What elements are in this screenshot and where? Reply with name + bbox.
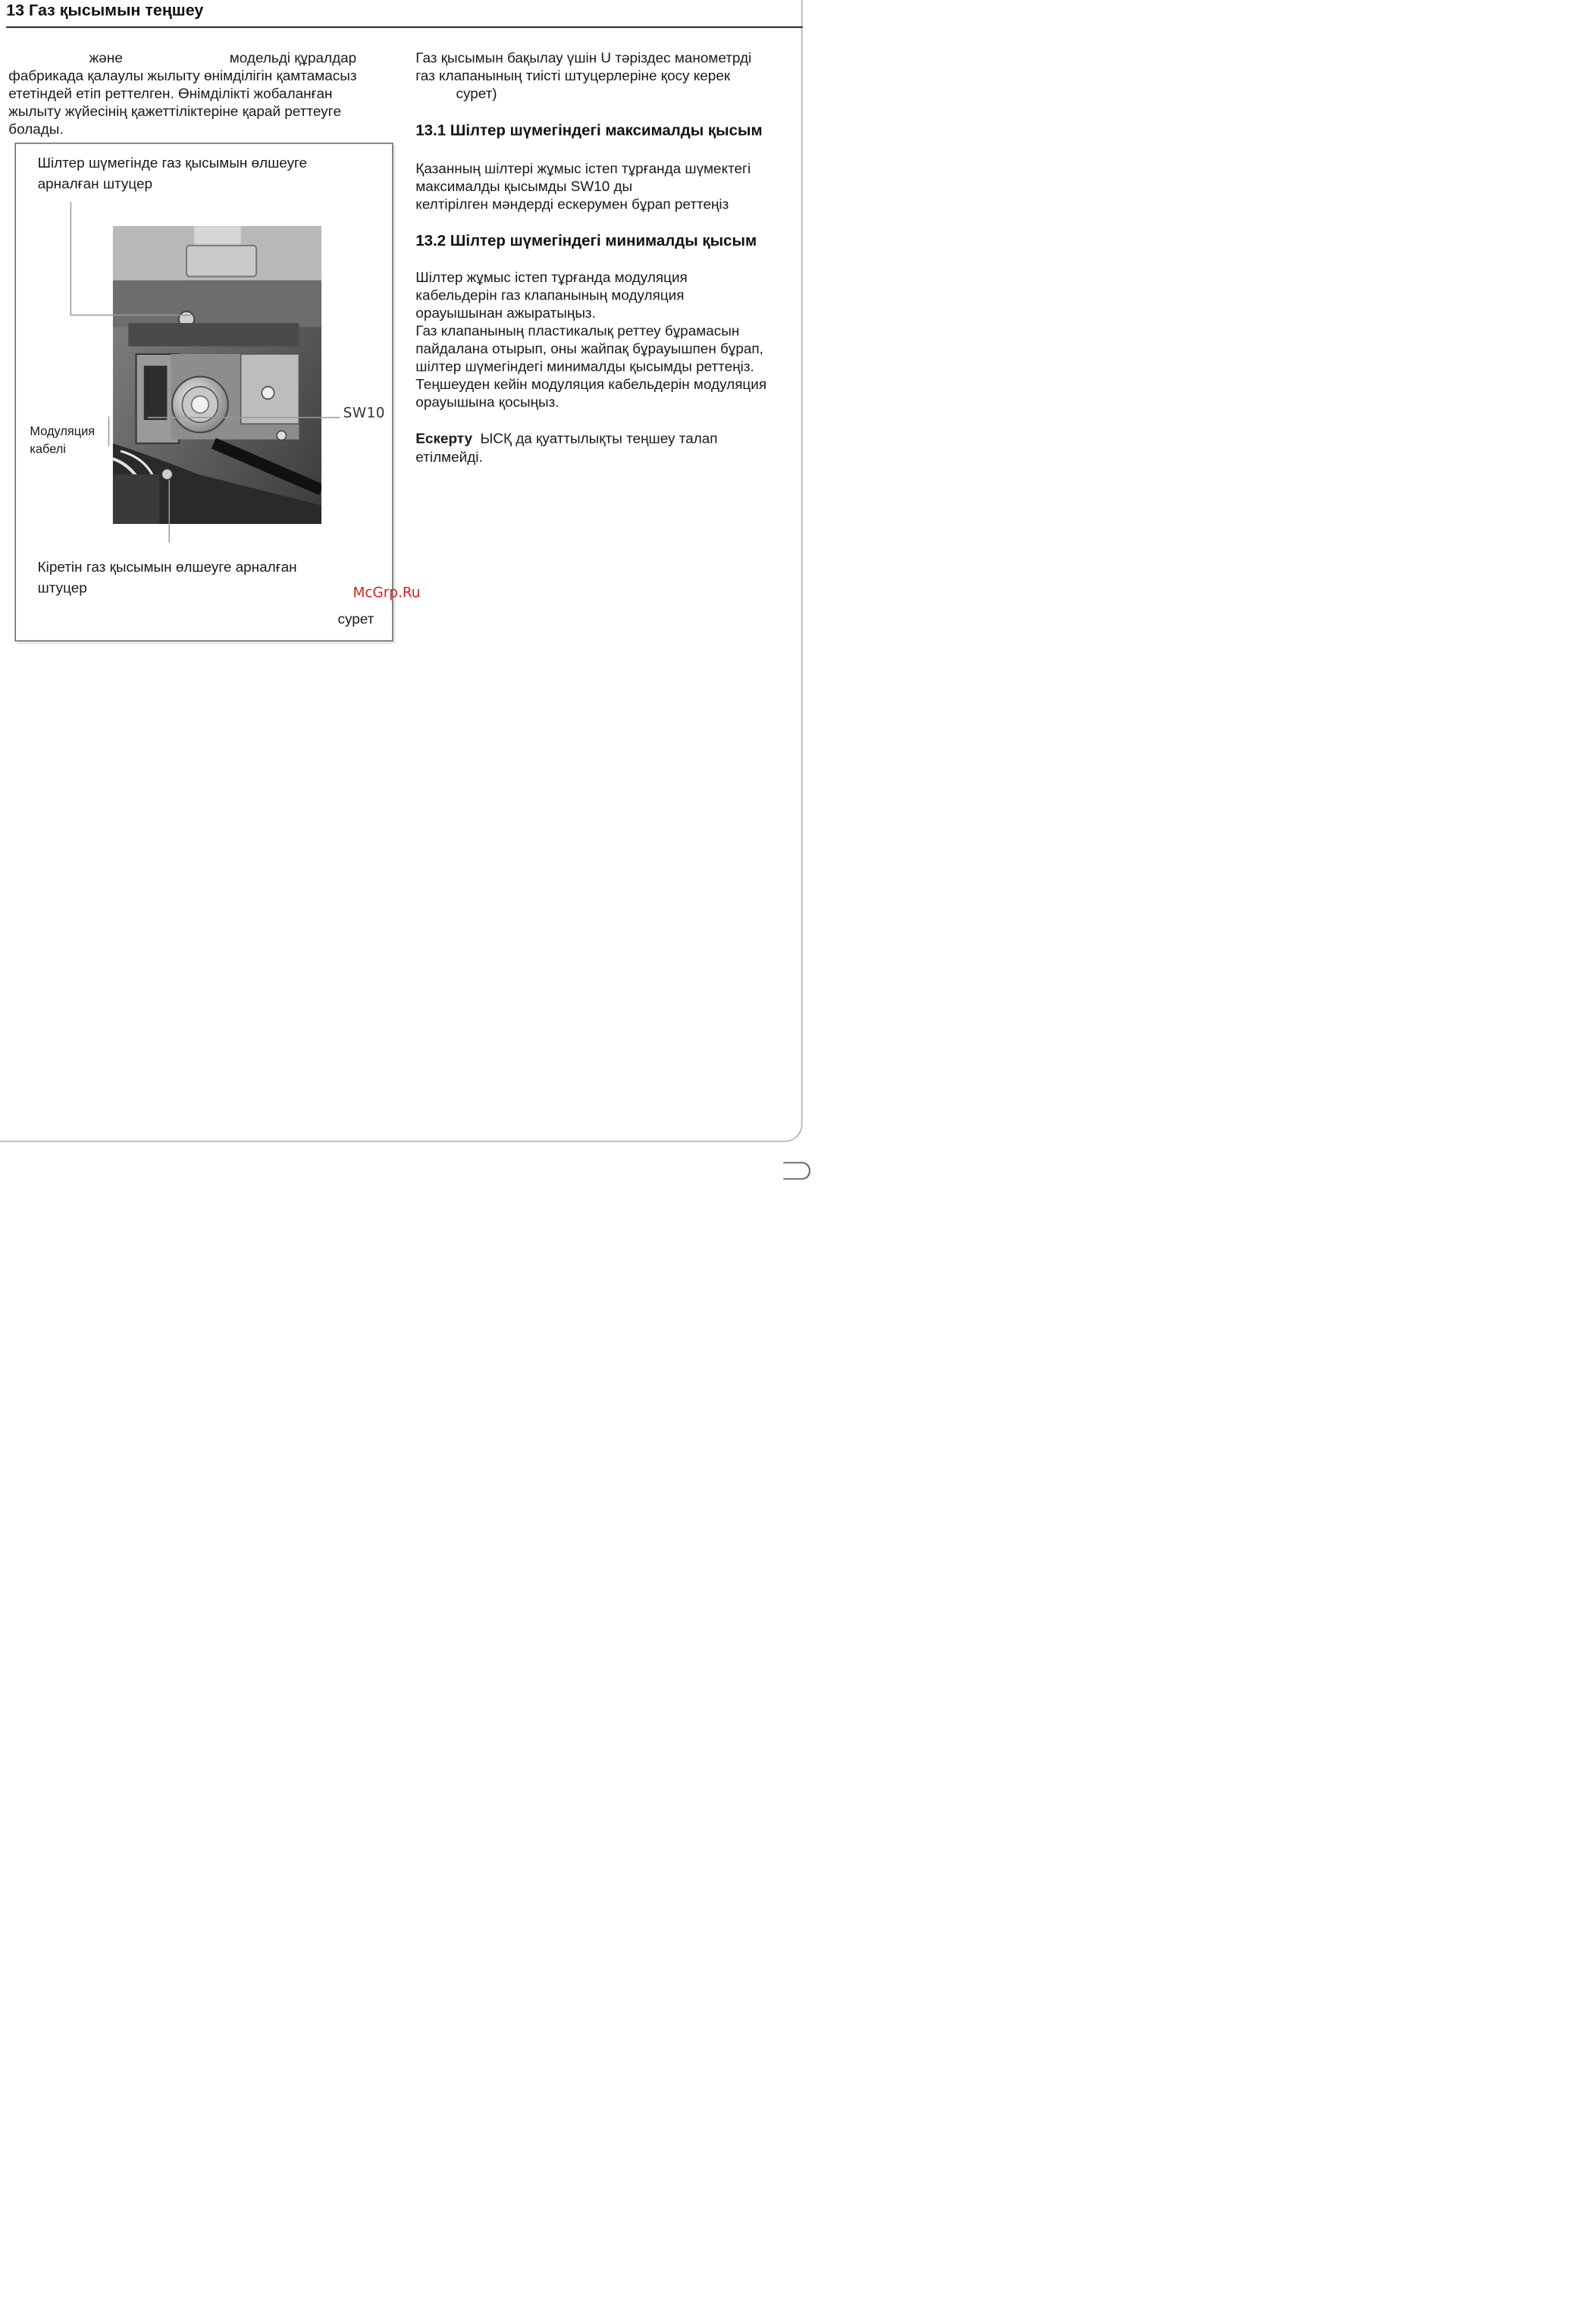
page-title: 13 Газ қысымын теңшеу bbox=[6, 1, 204, 20]
label-inlet-nipple-1: Кіретін газ қысымын өлшеуге арналған bbox=[37, 559, 297, 575]
intro-line-2: фабрикада қалаулы жылыту өнімділігін қамтамасыз bbox=[8, 67, 357, 83]
section-13-1-line-3: келтірілген мәндерді ескерумен бұрап реттеңіз bbox=[415, 196, 729, 212]
intro-word-models: модельді құралдар bbox=[229, 49, 357, 66]
leader-top-vertical bbox=[71, 202, 72, 315]
leader-sw10 bbox=[148, 417, 340, 419]
note-text-1: ЫСҚ да қуаттылықты теңшеу талап bbox=[480, 430, 718, 447]
label-burner-nipple-1: Шілтер шүмегінде газ қысымын өлшеуге bbox=[37, 155, 308, 171]
watermark: McGrp.Ru bbox=[353, 585, 421, 601]
section-13-2-line-6: шілтер шүмегіндегі минималды қысымды реттеңіз. bbox=[415, 358, 754, 375]
gas-valve-photo bbox=[113, 226, 321, 524]
section-13-2-line-1: Шілтер жұмыс істеп тұрғанда модуляция bbox=[415, 268, 688, 285]
sw10-label: SW10 bbox=[343, 404, 386, 421]
label-modulation-2: кабелі bbox=[30, 441, 66, 456]
leader-bottom bbox=[168, 480, 170, 543]
intro-word-and: және bbox=[89, 49, 123, 66]
title-rule bbox=[6, 27, 803, 28]
note-label: Ескерту bbox=[415, 430, 473, 447]
note-line-2: етілмейді. bbox=[415, 449, 483, 466]
intro-line-5: болады. bbox=[8, 121, 64, 137]
page-corner-tab bbox=[783, 1162, 810, 1180]
label-burner-nipple-2: арналған штуцер bbox=[37, 175, 153, 192]
section-13-2-line-3: орауышынан ажыратыңыз. bbox=[415, 305, 596, 321]
figure-caption: сурет bbox=[337, 610, 375, 627]
section-13-1-line-1: Қазанның шілтері жұмыс істеп тұрғанда шүмектегі bbox=[415, 160, 751, 177]
label-modulation-1: Модуляция bbox=[30, 424, 96, 438]
intro-line-4: жылыту жүйесінің қажеттіліктеріне қарай реттеугe bbox=[8, 103, 342, 120]
section-13-1-title: 13.1 Шілтер шүмегіндегі максималды қысым bbox=[415, 121, 763, 140]
document-page bbox=[0, 0, 811, 1189]
section-13-2-line-2: кабельдерін газ клапанының модуляция bbox=[415, 287, 685, 303]
leader-top-horizontal bbox=[71, 315, 192, 316]
intro-line-3: ететіндей етіп реттелген. Өнімділікті жобаланған bbox=[8, 85, 333, 102]
section-13-2-line-7: Теңшеуден кейін модуляция кабельдерін модуляция bbox=[415, 376, 767, 393]
gas-valve-figure bbox=[14, 143, 393, 641]
leader-modulation bbox=[108, 416, 110, 446]
note-line-1 bbox=[415, 430, 717, 448]
section-13-1-line-2: максималды қысымды SW10 ды bbox=[415, 178, 633, 195]
section-13-2-title: 13.2 Шілтер шүмегіндегі минималды қысым bbox=[415, 231, 757, 249]
right-intro-1: Газ қысымын бақылау үшін U тәріздес манометрді bbox=[415, 49, 752, 66]
right-intro-2: газ клапанының тиісті штуцерлеріне қосу керек bbox=[415, 67, 731, 83]
section-13-2-line-5: пайдалана отырып, оны жайпақ бұрауышпен бұрап, bbox=[415, 340, 763, 357]
label-inlet-nipple-2: штуцер bbox=[37, 579, 87, 596]
section-13-2-line-4: Газ клапанының пластикалық реттеу бұрамасын bbox=[415, 322, 740, 339]
right-intro-3: сурет) bbox=[456, 85, 497, 102]
section-13-2-line-8: орауышына қосыңыз. bbox=[415, 394, 559, 410]
